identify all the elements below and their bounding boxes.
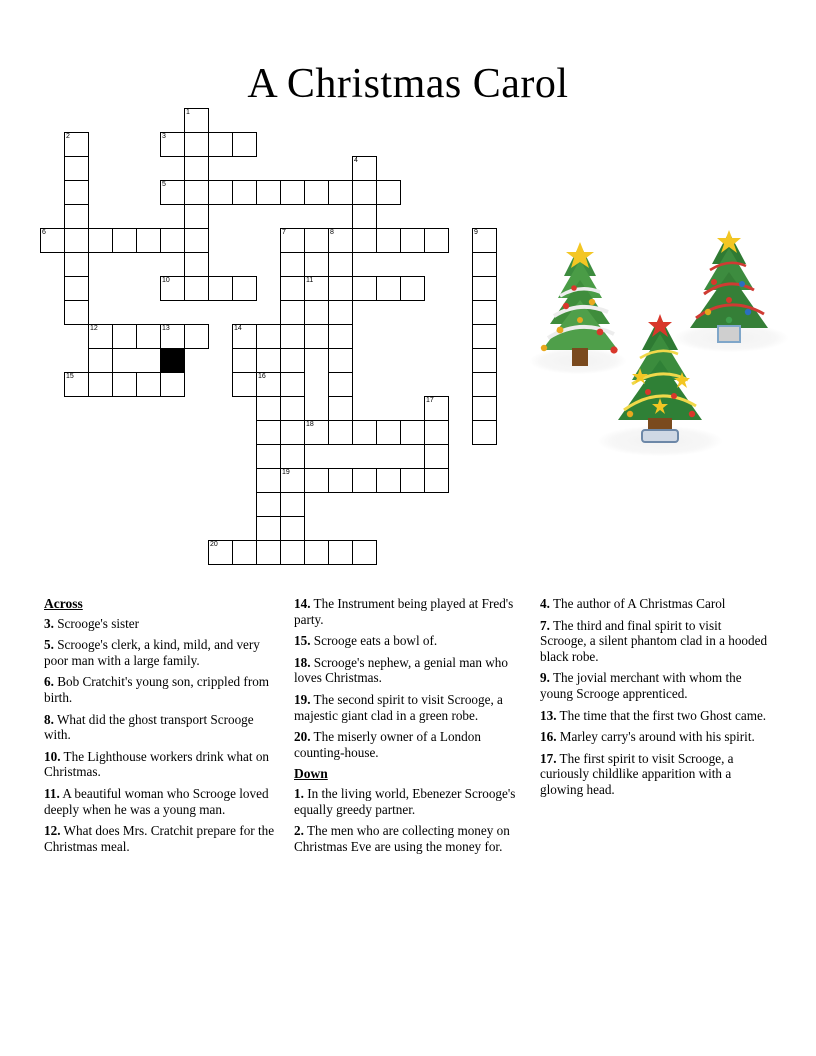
cell-number: 6 (42, 229, 46, 236)
clue-number: 19. (294, 691, 311, 707)
clue-text: Marley carry's around with his spirit. (559, 729, 755, 745)
crossword-cell[interactable] (280, 516, 305, 541)
crossword-cell[interactable] (304, 180, 329, 205)
clue-number: 14. (294, 596, 311, 611)
crossword-cell[interactable] (184, 276, 209, 301)
crossword-grid[interactable] (40, 108, 520, 588)
cell-number: 17 (426, 397, 434, 404)
clue-down-1 (294, 786, 522, 817)
crossword-cell[interactable] (64, 204, 89, 229)
clue-across-3 (44, 616, 276, 632)
crossword-cell[interactable] (256, 540, 281, 565)
crossword-cell[interactable] (232, 372, 257, 397)
crossword-cell[interactable] (328, 396, 353, 421)
crossword-cell[interactable] (304, 228, 329, 253)
cell-number: 14 (234, 325, 242, 332)
crossword-block-cell (160, 348, 185, 373)
clue-down-16 (540, 729, 770, 745)
clue-text: The miserly owner of a London counting-house. (294, 729, 481, 760)
cell-number: 5 (162, 181, 166, 188)
crossword-cell[interactable] (304, 420, 329, 445)
crossword-cell[interactable] (256, 516, 281, 541)
crossword-cell[interactable] (328, 348, 353, 373)
crossword-cell[interactable] (184, 156, 209, 181)
clue-text: What did the ghost transport Scrooge with. (44, 711, 254, 743)
crossword-cell[interactable] (400, 276, 425, 301)
crossword-cell[interactable] (280, 180, 305, 205)
clue-down-2 (294, 823, 522, 854)
clue-number: 7. (540, 617, 550, 633)
crossword-cell[interactable] (184, 204, 209, 229)
crossword-cell[interactable] (88, 228, 113, 253)
crossword-cell[interactable] (184, 228, 209, 253)
clue-column-right (540, 596, 770, 956)
crossword-cell[interactable] (280, 468, 305, 493)
clue-number: 10. (44, 748, 61, 764)
crossword-cell[interactable] (232, 324, 257, 349)
crossword-cell[interactable] (424, 396, 449, 421)
crossword-cell[interactable] (328, 540, 353, 565)
clue-across-10 (44, 749, 276, 780)
clue-number: 2. (294, 823, 304, 839)
crossword-cell[interactable] (376, 228, 401, 253)
clue-down-7 (540, 618, 770, 665)
crossword-cell[interactable] (280, 492, 305, 517)
crossword-cell[interactable] (256, 444, 281, 469)
crossword-cell[interactable] (160, 228, 185, 253)
clue-number: 13. (540, 707, 557, 723)
crossword-cell[interactable] (376, 276, 401, 301)
cell-number: 3 (162, 133, 166, 140)
crossword-cell[interactable] (472, 348, 497, 373)
crossword-cell[interactable] (352, 468, 377, 493)
crossword-cell[interactable] (184, 108, 209, 133)
crossword-cell[interactable] (256, 180, 281, 205)
clue-across-8 (44, 712, 276, 743)
crossword-cell[interactable] (352, 420, 377, 445)
cell-number: 13 (162, 325, 170, 332)
clue-column-left (44, 596, 276, 956)
crossword-cell[interactable] (472, 372, 497, 397)
crossword-cell[interactable] (280, 444, 305, 469)
crossword-cell[interactable] (256, 468, 281, 493)
clue-down-17 (540, 751, 770, 798)
crossword-cell[interactable] (88, 324, 113, 349)
cell-number: 8 (330, 229, 334, 236)
crossword-cell[interactable] (400, 420, 425, 445)
clue-across-20 (294, 729, 522, 760)
crossword-cell[interactable] (424, 468, 449, 493)
crossword-cell[interactable] (400, 468, 425, 493)
crossword-cell[interactable] (472, 276, 497, 301)
crossword-cell[interactable] (280, 300, 305, 325)
cell-number: 1 (186, 109, 190, 116)
clue-number: 15. (294, 633, 311, 649)
crossword-cell[interactable] (280, 252, 305, 277)
crossword-cell[interactable] (472, 228, 497, 253)
crossword-cell[interactable] (472, 300, 497, 325)
crossword-cell[interactable] (304, 324, 329, 349)
crossword-cell[interactable] (472, 420, 497, 445)
clue-down-4 (540, 596, 770, 612)
crossword-cell[interactable] (160, 180, 185, 205)
cell-number: 18 (306, 421, 314, 428)
cell-number: 11 (306, 277, 314, 284)
crossword-cell[interactable] (352, 204, 377, 229)
clue-number: 5. (44, 637, 54, 653)
crossword-cell[interactable] (352, 276, 377, 301)
crossword-cell[interactable] (424, 228, 449, 253)
crossword-cell[interactable] (280, 372, 305, 397)
clue-text: Bob Cratchit's young son, crippled from birth. (44, 674, 270, 705)
clue-text: The third and final spirit to visit Scrooge, a silent phantom clad in a hooded black robe. (540, 617, 768, 664)
clue-column-middle (294, 596, 522, 956)
clue-across-18 (294, 655, 522, 686)
clue-across-6 (44, 674, 276, 705)
crossword-cell[interactable] (328, 468, 353, 493)
clue-number: 9. (540, 670, 550, 686)
clue-text: Scrooge's nephew, a genial man who loves Christmas. (294, 654, 508, 686)
cell-number: 7 (282, 229, 286, 236)
crossword-cell[interactable] (40, 228, 65, 253)
cell-number: 4 (354, 157, 358, 164)
clue-number: 17. (540, 750, 557, 766)
crossword-cell[interactable] (208, 540, 233, 565)
tree-center (600, 312, 720, 444)
crossword-cell[interactable] (64, 276, 89, 301)
clue-number: 18. (294, 654, 311, 670)
clue-number: 4. (540, 596, 550, 611)
crossword-cell[interactable] (304, 468, 329, 493)
clue-lists (44, 596, 774, 956)
crossword-cell[interactable] (64, 372, 89, 397)
crossword-cell[interactable] (472, 252, 497, 277)
crossword-cell[interactable] (64, 132, 89, 157)
crossword-cell[interactable] (184, 324, 209, 349)
clue-text: The second spirit to visit Scrooge, a majestic giant clad in a green robe. (294, 691, 503, 723)
crossword-cell[interactable] (208, 132, 233, 157)
cell-number: 9 (474, 229, 478, 236)
cell-number: 12 (90, 325, 98, 332)
clue-across-19 (294, 692, 522, 723)
clue-across-12 (44, 823, 276, 854)
clue-number: 16. (540, 729, 557, 745)
clue-text: The men who are collecting money on Christmas Eve are using the money for. (294, 823, 510, 854)
crossword-cell[interactable] (328, 180, 353, 205)
clue-text: Scrooge's sister (57, 615, 140, 631)
crossword-cell[interactable] (352, 156, 377, 181)
crossword-cell[interactable] (328, 372, 353, 397)
clue-number: 3. (44, 615, 54, 631)
cell-number: 19 (282, 469, 290, 476)
clue-number: 8. (44, 711, 54, 727)
crossword-cell[interactable] (64, 300, 89, 325)
page-title: A Christmas Carol (247, 61, 569, 108)
clue-text: The jovial merchant with whom the young Scrooge apprenticed. (540, 670, 742, 701)
crossword-cell[interactable] (136, 372, 161, 397)
crossword-cell[interactable] (304, 276, 329, 301)
crossword-cell[interactable] (280, 324, 305, 349)
christmas-trees-illustration (524, 228, 792, 468)
crossword-cell[interactable] (64, 156, 89, 181)
clue-across-5 (44, 637, 276, 668)
crossword-cell[interactable] (328, 300, 353, 325)
cell-number: 2 (66, 133, 70, 140)
crossword-cell[interactable] (136, 228, 161, 253)
crossword-cell[interactable] (160, 132, 185, 157)
crossword-cell[interactable] (280, 540, 305, 565)
cell-number: 20 (210, 541, 218, 548)
clue-text: In the living world, Ebenezer Scrooge's equally greedy partner. (294, 785, 516, 817)
crossword-cell[interactable] (424, 444, 449, 469)
crossword-cell[interactable] (184, 180, 209, 205)
crossword-cell[interactable] (280, 396, 305, 421)
clue-number: 20. (294, 729, 311, 745)
crossword-cell[interactable] (256, 396, 281, 421)
crossword-cell[interactable] (472, 396, 497, 421)
clue-text: What does Mrs. Cratchit prepare for the Christmas meal. (44, 823, 275, 854)
crossword-cell[interactable] (376, 180, 401, 205)
clue-number: 12. (44, 823, 61, 839)
crossword-cell[interactable] (424, 420, 449, 445)
crossword-cell[interactable] (184, 132, 209, 157)
crossword-cell[interactable] (400, 228, 425, 253)
crossword-cell[interactable] (112, 372, 137, 397)
clue-text: The Lighthouse workers drink what on Christmas. (44, 748, 270, 780)
crossword-cell[interactable] (232, 132, 257, 157)
cell-number: 10 (162, 277, 170, 284)
crossword-cell[interactable] (376, 420, 401, 445)
clue-number: 11. (44, 785, 60, 801)
crossword-cell[interactable] (328, 228, 353, 253)
clue-text: Scrooge eats a bowl of. (313, 633, 438, 649)
clue-down-9 (540, 670, 770, 701)
crossword-cell[interactable] (280, 420, 305, 445)
crossword-cell[interactable] (328, 324, 353, 349)
crossword-cell[interactable] (304, 540, 329, 565)
crossword-cell[interactable] (64, 252, 89, 277)
crossword-cell[interactable] (352, 180, 377, 205)
crossword-cell[interactable] (160, 276, 185, 301)
clue-down-13 (540, 708, 770, 724)
crossword-cell[interactable] (88, 372, 113, 397)
clue-text: The first spirit to visit Scrooge, a curiously childlike apparition with a glowing head. (540, 750, 734, 797)
crossword-cell[interactable] (232, 180, 257, 205)
clue-across-11 (44, 786, 276, 817)
crossword-cell[interactable] (328, 252, 353, 277)
crossword-cell[interactable] (64, 180, 89, 205)
crossword-cell[interactable] (256, 420, 281, 445)
crossword-cell[interactable] (184, 252, 209, 277)
crossword-cell[interactable] (64, 228, 89, 253)
crossword-cell[interactable] (160, 324, 185, 349)
clue-text: The author of A Christmas Carol (552, 596, 726, 611)
clue-across-14 (294, 596, 522, 627)
down-heading: Down (294, 766, 328, 782)
crossword-cell[interactable] (112, 228, 137, 253)
clue-text: The time that the first two Ghost came. (559, 707, 767, 723)
crossword-cell[interactable] (256, 492, 281, 517)
crossword-cell[interactable] (232, 276, 257, 301)
clue-number: 1. (294, 785, 304, 801)
crossword-cell[interactable] (256, 372, 281, 397)
crossword-cell[interactable] (232, 348, 257, 373)
crossword-cell[interactable] (376, 468, 401, 493)
crossword-cell[interactable] (256, 324, 281, 349)
clue-number: 6. (44, 674, 54, 690)
crossword-cell[interactable] (112, 324, 137, 349)
crossword-cell[interactable] (232, 540, 257, 565)
crossword-cell[interactable] (472, 324, 497, 349)
crossword-cell[interactable] (208, 180, 233, 205)
across-heading: Across (44, 596, 83, 611)
clue-text: Scrooge's clerk, a kind, mild, and very poor man with a large family. (44, 637, 260, 668)
cell-number: 16 (258, 373, 266, 380)
crossword-cell[interactable] (352, 540, 377, 565)
clue-across-15 (294, 633, 522, 649)
clue-text: The Instrument being played at Fred's party. (294, 596, 514, 627)
clue-text: A beautiful woman who Scrooge loved deeply when he was a young man. (44, 785, 269, 817)
crossword-cell[interactable] (208, 276, 233, 301)
crossword-cell[interactable] (280, 348, 305, 373)
crossword-cell[interactable] (136, 324, 161, 349)
crossword-cell[interactable] (160, 372, 185, 397)
crossword-cell[interactable] (328, 420, 353, 445)
crossword-cell[interactable] (328, 276, 353, 301)
cell-number: 15 (66, 373, 74, 380)
crossword-cell[interactable] (280, 228, 305, 253)
crossword-cell[interactable] (352, 228, 377, 253)
crossword-cell[interactable] (88, 348, 113, 373)
crossword-cell[interactable] (280, 276, 305, 301)
